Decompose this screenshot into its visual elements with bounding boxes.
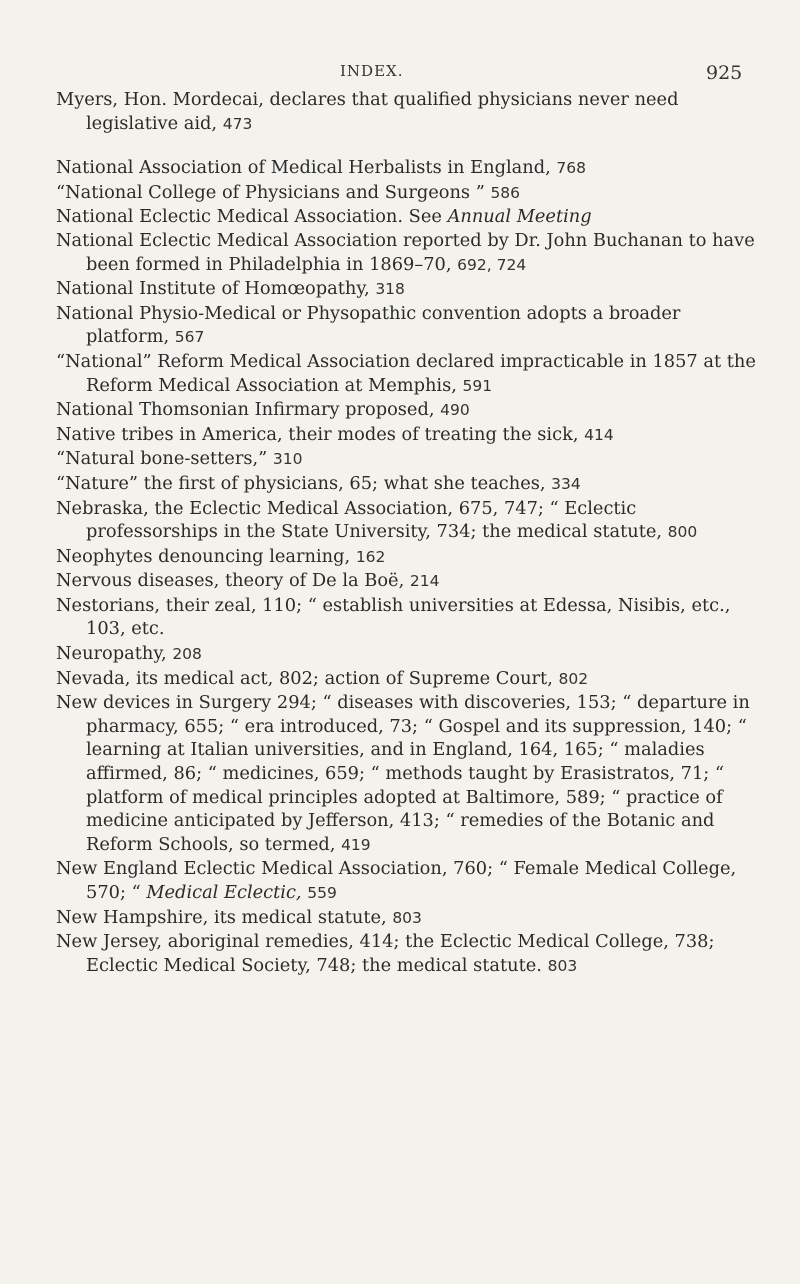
- index-entry: National Thomsonian Infirmary proposed, 490: [56, 399, 470, 421]
- index-entry: Nebraska, the Eclectic Medical Association, 675, 747; “ Eclectic professorships in the State University, 734; the medical statute, 800: [56, 497, 698, 543]
- index-entry: “National” Reform Medical Association declared impracticable in 1857 at the Reform Medical Association at Memphis, 591: [56, 350, 756, 396]
- index-entry: National Institute of Homœopathy, 318: [56, 278, 405, 300]
- index-entry: Myers, Hon. Mordecai, declares that qualified physicians never need legislative aid, 473: [56, 89, 679, 134]
- index-entry: Nestorians, their zeal, 110; “ establish universities at Edessa, Nisibis, etc., 103, etc.: [56, 594, 731, 640]
- page-number: 925: [706, 62, 743, 84]
- index-entry: National Physio-Medical or Physopathic convention adopts a broader platform, 567: [56, 302, 681, 348]
- index-entry: New England Eclectic Medical Association, 760; “ Female Medical College, 570; “ Medical Eclectic, 559: [56, 858, 737, 903]
- index-entry: Neuropathy, 208: [56, 643, 202, 665]
- index-entry: “National College of Physicians and Surgeons ” 586: [56, 181, 521, 203]
- index-entry: New Hampshire, its medical statute, 803: [56, 906, 422, 928]
- index-entry: New devices in Surgery 294; “ diseases with discoveries, 153; “ departure in pharmacy, 655; “ era introduced, 73; “ Gospel and its suppression, 140; “ learning at Italian universities, and in England, 164, 165; “ maladies affirmed, 86; “ medicines, 659; “ methods taught by Erasistratos, 71; “ platform of medical principles adopted at Baltimore, 589; “ practice of medicine anticipated by Jefferson, 413; “ remedies of the Botanic and Reform Schools, so termed, 419: [56, 692, 750, 855]
- index-entry: “Nature” the first of physicians, 65; what she teaches, 334: [56, 472, 581, 494]
- index-entry: Neophytes denouncing learning, 162: [56, 545, 386, 567]
- index-entry: Nevada, its medical act, 802; action of Supreme Court, 802: [56, 667, 589, 689]
- running-head: INDEX.: [340, 62, 404, 80]
- index-entry: Nervous diseases, theory of De la Boë, 214: [56, 570, 440, 592]
- index-entry: “Natural bone-setters,” 310: [56, 448, 303, 470]
- index-entry: New Jersey, aboriginal remedies, 414; the Eclectic Medical College, 738; Eclectic Medical Society, 748; the medical statute. 803: [56, 931, 715, 976]
- index-entry: Native tribes in America, their modes of treating the sick, 414: [56, 423, 614, 445]
- index-entry: National Eclectic Medical Association reported by Dr. John Buchanan to have been formed in Philadelphia in 1869–70, 692, 724: [56, 229, 755, 275]
- index-entries: [56, 88, 761, 978]
- index-entry: National Eclectic Medical Association. See Annual Meeting: [56, 206, 592, 228]
- index-entry: National Association of Medical Herbalists in England, 768: [56, 157, 586, 179]
